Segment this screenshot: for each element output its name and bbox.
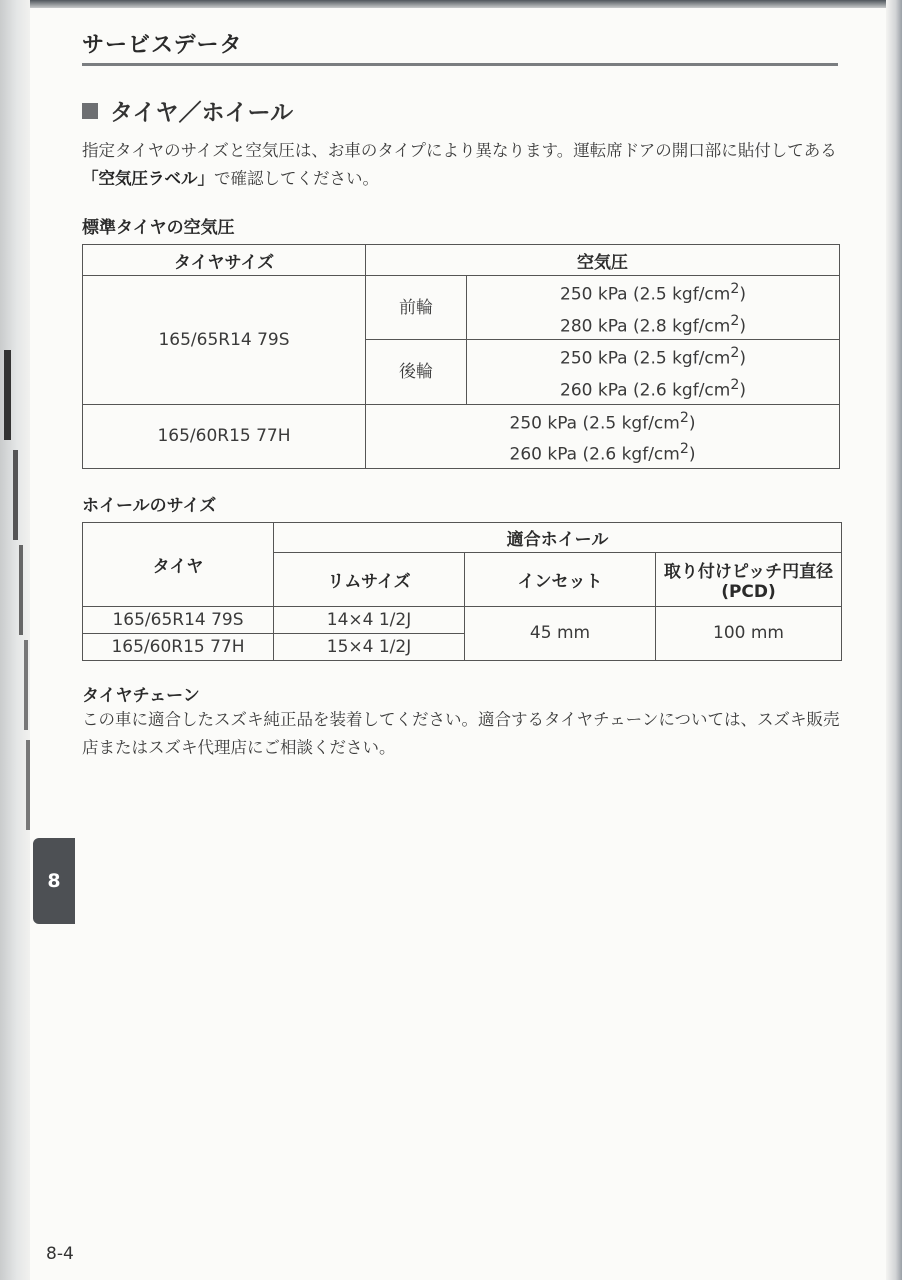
intro-text-end: で確認してください。 [214,169,379,188]
superscript: 2 [679,409,689,426]
paren: ) [688,444,696,465]
chain-title: タイヤチェーン [82,685,200,706]
intro-text: 指定タイヤのサイズと空気圧は、お車のタイプにより異なります。運転席ドアの開口部に貼付してある [82,141,837,160]
front-wheel-label: 前輪 [366,276,467,340]
tire-size-cell: 165/65R14 79S [83,276,366,405]
header-tire-size: タイヤサイズ [83,245,366,276]
pressure-value: 260 kPa (2.6 kgf/cm [560,380,731,401]
page-top-edge [30,0,902,8]
spine-mark [19,545,23,635]
header-inset: インセット [465,552,656,606]
paren: ) [739,380,746,401]
wheel-table-title: ホイールのサイズ [82,495,217,516]
pressure-cell [366,404,840,468]
superscript: 2 [730,376,740,393]
rear-wheel-label: 後輪 [366,340,467,404]
page-content [82,28,844,762]
front-pressure-cell [467,276,840,340]
paren: ) [739,284,746,305]
topic-heading-text: タイヤ／ホイール [110,100,294,126]
pcd-cell: 100 mm [656,606,842,660]
header-pcd [656,552,842,606]
header-rim-size: リムサイズ [274,552,465,606]
spine-mark [4,350,11,440]
rim-size-cell: 15×4 1/2J [274,633,465,660]
pressure-value: 250 kPa (2.5 kgf/cm [560,284,731,305]
header-pressure: 空気圧 [366,245,840,276]
header-pcd-line2: (PCD) [721,581,776,602]
superscript: 2 [730,345,740,362]
book-spine [0,0,30,1280]
topic-heading [82,94,844,127]
intro-bold-text: 「空気圧ラベル」 [82,169,214,188]
spine-mark [26,740,30,830]
chain-paragraph: この車に適合したスズキ純正品を装着してください。適合するタイヤチェーンについては、スズキ販売店またはスズキ代理店にご相談ください。 [82,709,840,757]
header-tire: タイヤ [83,522,274,606]
page-right-edge [886,0,902,1280]
square-bullet-icon [82,103,98,119]
paren: ) [739,348,746,369]
pressure-value: 250 kPa (2.5 kgf/cm [509,413,680,434]
paren: ) [739,316,746,337]
wheel-tire-cell: 165/60R15 77H [83,633,274,660]
paren: ) [688,413,696,434]
intro-paragraph [82,137,844,193]
section-title: サービスデータ [82,28,838,66]
rear-pressure-cell [467,340,840,404]
page-number: 8-4 [46,1244,74,1264]
header-pcd-line1: 取り付けピッチ円直径 [663,561,834,582]
rim-size-cell: 14×4 1/2J [274,606,465,633]
chapter-tab: 8 [33,838,75,924]
tire-pressure-table [82,244,840,469]
superscript: 2 [679,441,689,458]
superscript: 2 [730,312,740,329]
wheel-tire-cell: 165/65R14 79S [83,606,274,633]
header-compatible-wheel: 適合ホイール [274,522,842,552]
spine-mark [24,640,28,730]
pressure-table-title: 標準タイヤの空気圧 [82,218,235,238]
wheel-size-table [82,522,842,661]
pressure-value: 250 kPa (2.5 kgf/cm [560,348,731,369]
pressure-value: 280 kPa (2.8 kgf/cm [560,316,731,337]
inset-cell: 45 mm [465,606,656,660]
pressure-value: 260 kPa (2.6 kgf/cm [509,444,680,465]
tire-size-cell: 165/60R15 77H [83,404,366,468]
superscript: 2 [730,281,740,297]
spine-mark [13,450,18,540]
